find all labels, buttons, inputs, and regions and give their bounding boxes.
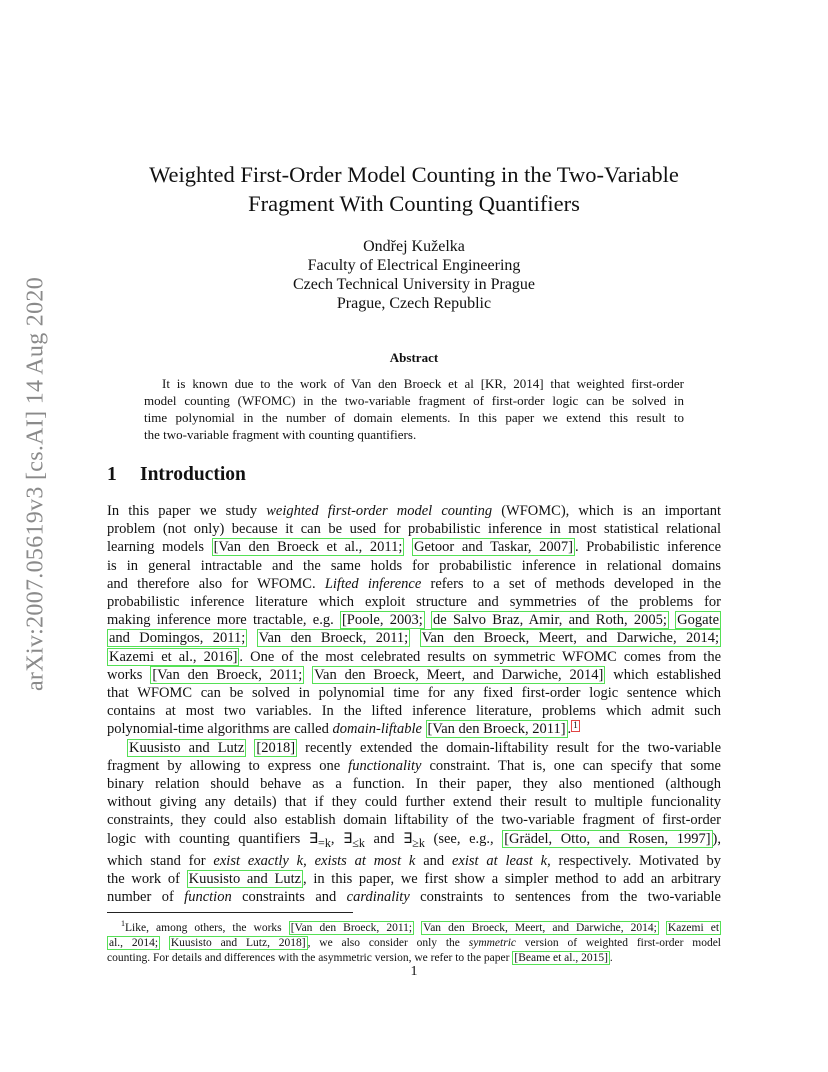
author-university: Czech Technical University in Prague: [292, 276, 536, 293]
body-line: the work of Kuusisto and Lutz , in this paper, we first show a simpler method to add an arbitrary: [107, 870, 722, 887]
citation-link[interactable]: [Van den Broeck, 2011]: [427, 721, 566, 738]
body-line: In this paper we study weighted first-order model counting (WFOMC), which is an important: [107, 503, 721, 519]
footnote: [107, 916, 721, 966]
citation-link[interactable]: Getoor and Taskar, 2007]: [413, 539, 573, 556]
arxiv-stamp-text: arXiv:2007.05619v3 [cs.AI] 14 Aug 2020: [22, 276, 49, 692]
title-line-1: Weighted First-Order Model Counting in the Two-Variable: [149, 162, 679, 187]
intro-body: [107, 502, 721, 906]
body-line: that WFOMC can be solved in polynomial time for any fixed first-order logic sentence which: [107, 685, 721, 702]
abstract-heading: Abstract: [389, 350, 439, 365]
body-line: which stand for exist exactly k, exists at most k and exist at least k, respectively. Motivated by: [107, 852, 722, 869]
body-line: logic with counting quantifiers $\exists_{=k}$, $\exists_{\le k}$ and $\exists_{\ge k}$ (see, e.g., [Grädel, Otto, and Rosen, 1997] ),: [107, 830, 721, 850]
body-line: learning models [Van den Broeck et al., 2011; Getoor and Taskar, 2007] . Probabilistic inference: [107, 539, 722, 556]
body-line: constraints, they could also establish domain liftability of the two-variable fragment of first-order: [107, 812, 721, 829]
citation-link[interactable]: Kuusisto and Lutz, 2018]: [170, 936, 306, 949]
body-line: without giving any details) that if they could further extend their result to multiple funcionality: [107, 794, 721, 811]
citation-link[interactable]: Kuusisto and Lutz: [188, 870, 302, 887]
body-line: and therefore also for WFOMC. Lifted inference refers to a set of methods developed in the: [107, 575, 721, 592]
citation-link[interactable]: and Domingos, 2011;: [109, 630, 246, 647]
citation-link[interactable]: Van den Broeck, Meert, and Darwiche, 2014;: [421, 630, 719, 647]
citation-link[interactable]: [2018]: [256, 739, 296, 756]
citation-link[interactable]: [Beame et al., 2015]: [514, 951, 608, 964]
body-line: probabilistic inference literature which exploit structure and symmetries of the problems for: [107, 594, 721, 611]
title-line-2: Fragment With Counting Quantifiers: [248, 191, 580, 216]
citation-link[interactable]: Van den Broeck, 2011;: [258, 630, 409, 647]
arxiv-stamp: [10, 276, 62, 692]
citation-link[interactable]: Gogate: [677, 612, 720, 629]
citation-link[interactable]: [Van den Broeck, 2011;: [152, 666, 303, 683]
citation-link[interactable]: [Van den Broeck et al., 2011;: [213, 539, 403, 556]
footnote-ref-link[interactable]: 1: [573, 720, 578, 731]
abstract-line: the two-variable fragment with counting quantifiers.: [144, 427, 417, 442]
author-name: Ondřej Kuželka: [363, 238, 465, 255]
citation-link[interactable]: Van den Broeck, Meert, and Darwiche, 2014]: [314, 666, 604, 683]
citation-link[interactable]: Van den Broeck, Meert, and Darwiche, 2014;: [423, 921, 657, 934]
citation-link[interactable]: Kuusisto and Lutz: [129, 739, 245, 756]
body-line: Kuusisto and Lutz [2018] recently extended the domain-liftability result for the two-variable: [129, 739, 722, 756]
citation-link[interactable]: Kazemi et al., 2016]: [109, 648, 238, 665]
body-line: works [Van den Broeck, 2011; Van den Broeck, Meert, and Darwiche, 2014] which established: [107, 666, 721, 683]
body-line: fragment by allowing to express one functionality constraint. That is, one can specify that some: [107, 757, 721, 774]
citation-link[interactable]: [Van den Broeck, 2011;: [290, 921, 413, 934]
body-line: is in general intractable and the same holds for probabilistic inference in relational domains: [107, 557, 721, 574]
abstract-body: [144, 375, 684, 443]
body-line: making inference more tractable, e.g. [Poole, 2003; de Salvo Braz, Amir, and Roth, 2005; Gogate: [107, 612, 720, 629]
citation-link[interactable]: [Poole, 2003;: [341, 612, 423, 629]
citation-link[interactable]: de Salvo Braz, Amir, and Roth, 2005;: [433, 612, 667, 629]
abstract-line: It is known due to the work of Van den Broeck et al [KR, 2014] that weighted first-order: [162, 376, 684, 391]
citation-link[interactable]: al., 2014;: [109, 936, 159, 949]
citation-link[interactable]: [Grädel, Otto, and Rosen, 1997]: [504, 830, 711, 847]
body-line: contains at most two variables. In the lifted inference literature, problems which admit such: [107, 703, 721, 720]
paper-title: [120, 160, 708, 218]
abstract-line: time polynomial in the number of domain elements. In this paper we extend this result to: [144, 410, 684, 425]
body-line: number of function constraints and cardinality constraints to sentences from the two-variable: [107, 889, 721, 906]
section-number: 1: [107, 464, 117, 485]
author-faculty: Faculty of Electrical Engineering: [307, 257, 521, 274]
footnote-line: al., 2014; Kuusisto and Lutz, 2018] , we also consider only the symmetric version of weighted first-order model: [109, 936, 722, 949]
citation-link[interactable]: Kazemi et: [667, 921, 720, 934]
body-line: problem (not only) because it can be used for probabilistic inference in most statistical relational: [107, 521, 721, 538]
body-line: polynomial-time algorithms are called domain-liftable [Van den Broeck, 2011] . $^1$: [107, 720, 578, 738]
footnote-mark: 1: [121, 919, 125, 928]
section-title: Introduction: [140, 464, 246, 485]
author-location: Prague, Czech Republic: [336, 295, 492, 312]
body-line: binary relation should behave as a function. In their paper, they also mentioned (although: [107, 776, 721, 793]
body-line: Kazemi et al., 2016] . One of the most celebrated results on symmetric WFOMC comes from the: [109, 648, 722, 665]
author-block: [200, 237, 628, 313]
page-number: 1: [410, 964, 418, 979]
abstract-line: model counting (WFOMC) in the two-variable fragment of first-order logic can be solved in: [144, 393, 684, 408]
section-heading: [107, 464, 246, 486]
footnote-line: counting. For details and differences with the asymmetric version, we refer to the paper [Beame et al., 2015] .: [107, 951, 613, 964]
footnote-line: $^1$Like, among others, the works [Van den Broeck, 2011; Van den Broeck, Meert, and Darwiche, 2014; Kazemi et: [121, 919, 720, 934]
body-line: [107, 629, 721, 647]
footnote-divider: [107, 912, 353, 913]
